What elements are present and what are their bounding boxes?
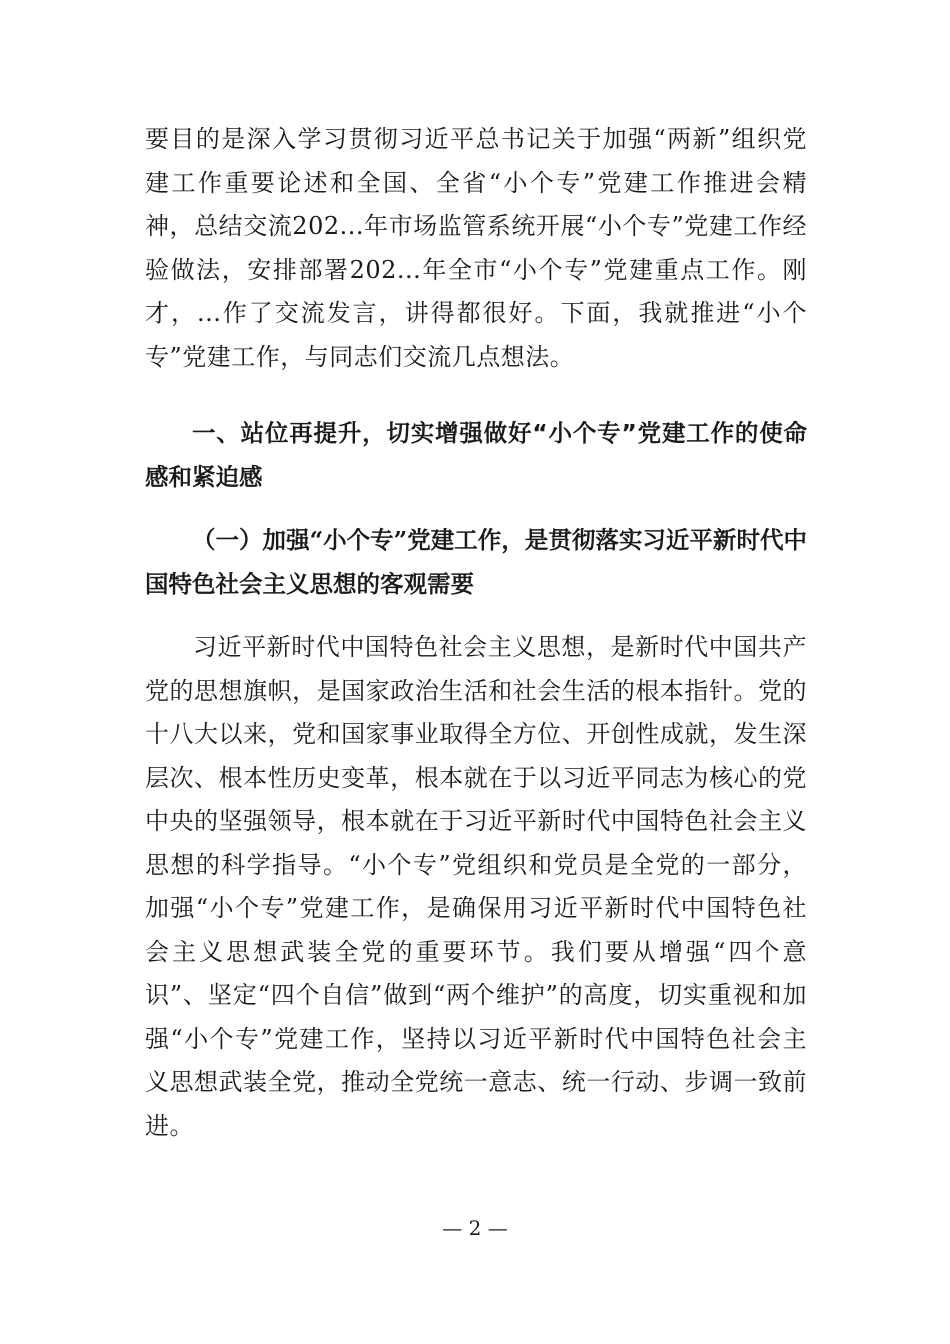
intro-paragraph: 要目的是深入学习贯彻习近平总书记关于加强“两新”组织党建工作重要论述和全国、全省“小个专”党建工作推进会精神，总结交流202...年市场监管系统开展“小个专”党建工作经验做法，安排部署202...年全市“小个专”党建重点工作。刚才，...作了交流发言，讲得都很好。下面，我就推进“小个专”党建工作，与同志们交流几点想法。 bbox=[145, 125, 807, 371]
page-number: — 2 — bbox=[442, 1216, 508, 1240]
subsection-heading-1: （一）加强“小个专”党建工作，是贯彻落实习近平新时代中国特色社会主义思想的客观需要 bbox=[145, 526, 807, 598]
section-heading-1: 一、站位再提升，切实增强做好“小个专”党建工作的使命感和紧迫感 bbox=[145, 419, 807, 491]
document-page bbox=[145, 118, 807, 1148]
body-paragraph: 习近平新时代中国特色社会主义思想，是新时代中国共产党的思想旗帜，是国家政治生活和社会生活的根本指针。党的十八大以来，党和国家事业取得全方位、开创性成就，发生深层次、根本性历史变革，根本就在于以习近平同志为核心的党中央的坚强领导，根本就在于习近平新时代中国特色社会主义思想的科学指导。“小个专”党组织和党员是全党的一部分，加强“小个专”党建工作，是确保用习近平新时代中国特色社会主义思想武装全党的重要环节。我们要从增强“四个意识”、坚定“四个自信”做到“两个维护”的高度，切实重视和加强“小个专”党建工作，坚持以习近平新时代中国特色社会主义思想武装全党，推动全党统一意志、统一行动、步调一致前进。 bbox=[145, 633, 807, 1140]
